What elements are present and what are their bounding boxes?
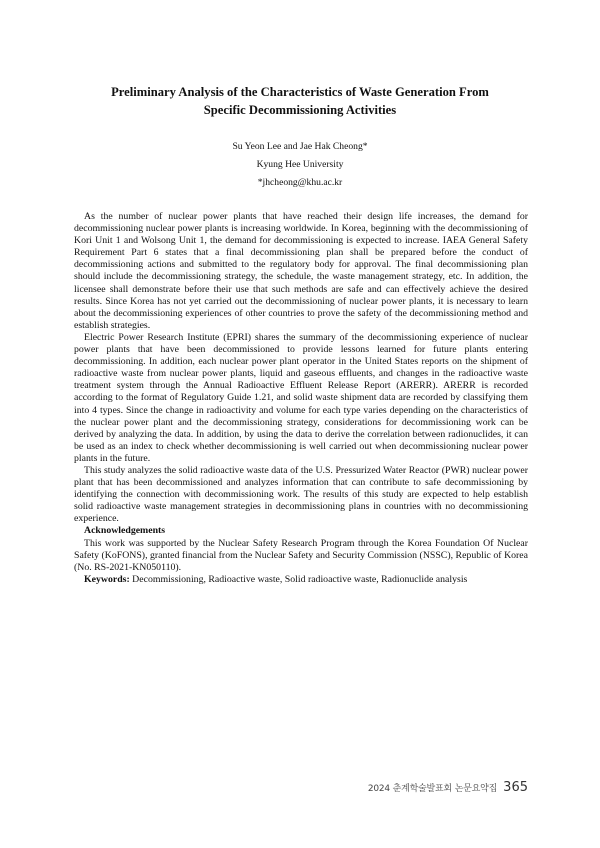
authors: Su Yeon Lee and Jae Hak Cheong* [232,141,368,152]
affiliation: Kyung Hee University [256,159,344,170]
paragraph-2: Electric Power Research Institute (EPRI) shares the summary of the decommissioning experience of nuclear power plants that have been decommissioned to provide lessons learned for future plants entering decommissioning. In addition, each nuclear power plant operator in the United States reports on the shipment of radioactive waste from nuclear power plants, liquid and gaseous effluents, and changes in the radioactive waste treatment system through the Annual Radioactive Effluent Release Report (ARERR). ARERR is recorded according to the format of Regulatory Guide 1.21, and solid waste shipment data are recorded by classifying them into 4 types. Since the change in radioactivity and volume for each type varies depending on the characteristics of the nuclear power plant and the decommissioning strategy, considerations for decommissioning work can be derived by analyzing the data. In addition, by using the data to derive the correlation between radionuclides, it can be used as an index to check whether decommissioning is well carried out when decommissioning nuclear power plants in the future. [74,331,528,464]
author-email: *jhcheong@khu.ac.kr [257,177,343,188]
keywords-text: Decommissioning, Radioactive waste, Solid radioactive waste, Radionuclide analysis [129,573,468,585]
acknowledgements-heading: Acknowledgements [84,525,166,537]
page-number: 365 [503,780,528,795]
paragraph-1: As the number of nuclear power plants that have reached their design life increases, the demand for decommissioning nuclear power plants is increasing worldwide. In Korea, beginning with the decommissioning of Kori Unit 1 and Wolsong Unit 1, the demand for decommissioning is expected to increase. IAEA General Safety Requirement Part 6 states that a final decommissioning plan shall be prepared before the conduct of decommissioning actions and submitted to the regulatory body for approval. The final decommissioning plan should include the decommissioning strategy, the schedule, the waste management strategy, etc. In addition, the licensee shall demonstrate before their use that such methods are safe and can effectively achieve the desired results. Since Korea has not yet carried out the decommissioning of nuclear power plants, it is necessary to learn about the decommissioning experiences of other countries to prove the safety of the decommissioning method and establish strategies. [74,211,528,331]
abstract-body [74,211,528,586]
title-line-1: Preliminary Analysis of the Characteristics of Waste Generation From [111,85,489,99]
keywords [74,574,528,586]
acknowledgements-section [74,525,528,573]
conference-name: 2024 춘계학술발표회 논문요약집 [367,784,498,794]
acknowledgements-text: This work was supported by the Nuclear Safety Research Program through the Korea Foundation Of Nuclear Safety (KoFONS), granted financial from the Nuclear Safety and Security Commission (NSSC), Republic of Korea (No. RS-2021-KN050110). [74,537,528,573]
paper-title [60,83,540,119]
page-footer [368,780,528,795]
keywords-label: Keywords: [84,573,130,585]
paragraph-3: This study analyzes the solid radioactive waste data of the U.S. Pressurized Water Reactor (PWR) nuclear power plant that has been decommissioned and analyzes information that can contribute to safe decommissioning by identifying the connection with decommissioning work. The results of this study are expected to help establish solid radioactive waste management strategies in decommissioning plans in countries with no decommissioning experience. [74,464,528,525]
title-line-2: Specific Decommissioning Activities [203,103,397,117]
